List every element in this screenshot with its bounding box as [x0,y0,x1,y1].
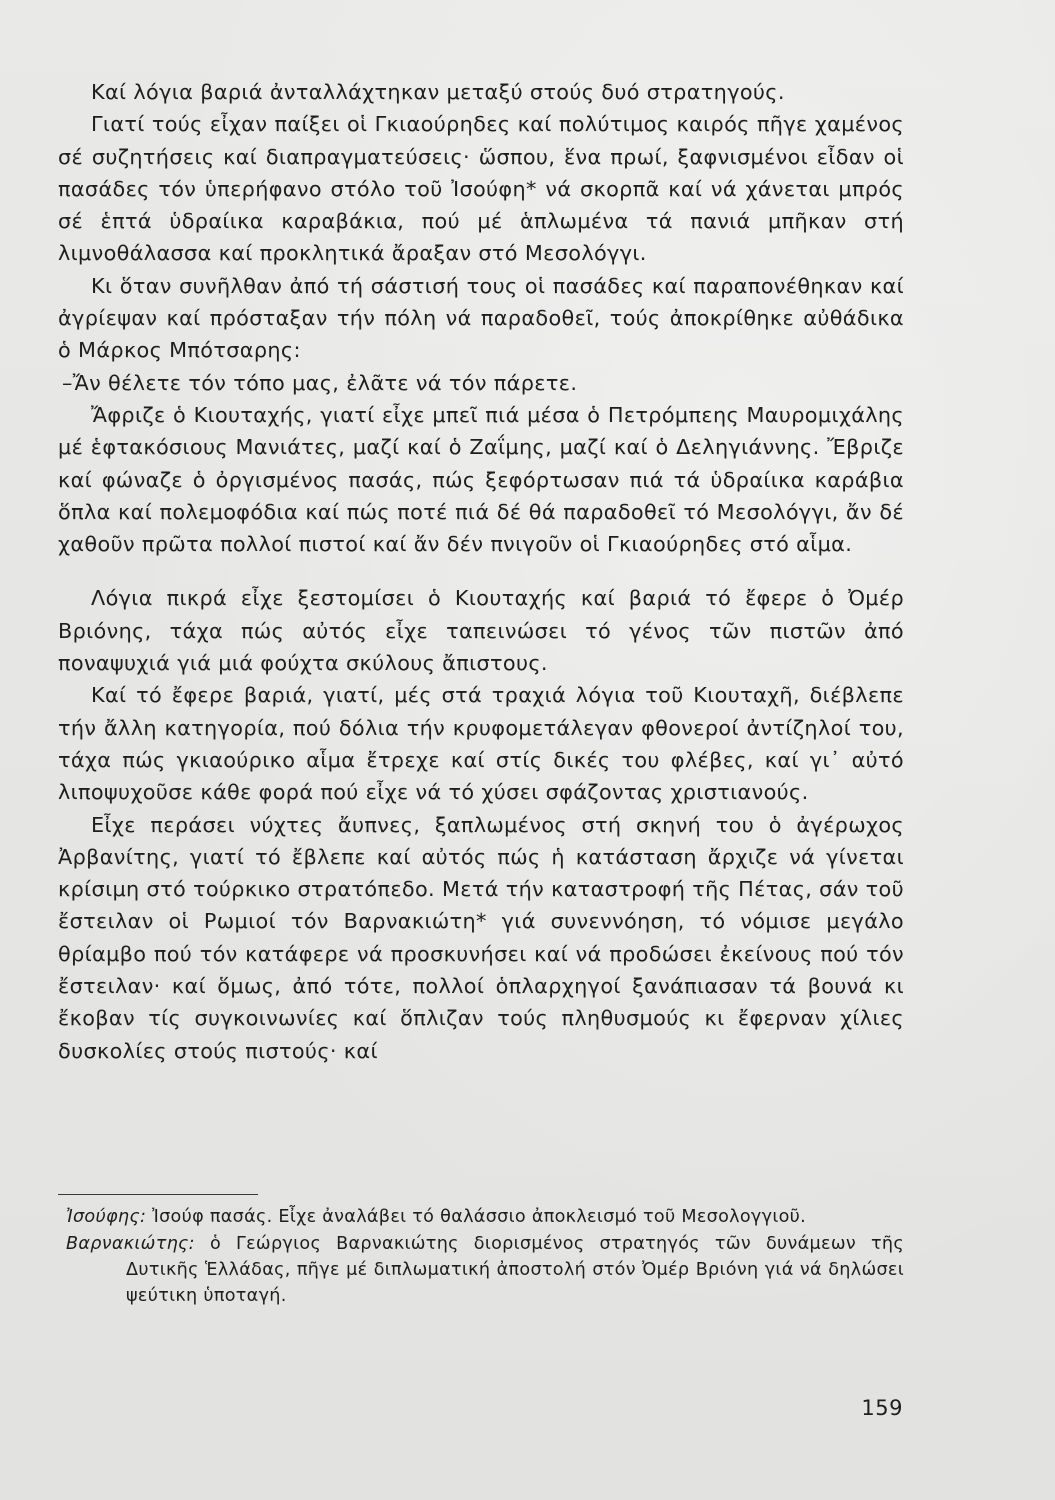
footnote-term: Βαρνακιώτης: [66,1234,195,1254]
dialogue-line: –Ἄν θέλετε τόν τόπο μας, ἐλᾶτε νά τόν πάρετε. [62,370,578,395]
footnote-text: Ἰσούφ πασάς. Εἶχε ἀναλάβει τό θαλάσσιο ἀποκλεισμό τοῦ Μεσολογγιοῦ. [152,1207,807,1227]
paragraph: Κι ὅταν συνῆλθαν ἀπό τή σάστισή τους οἱ πασάδες καί παραπονέθηκαν καί ἀγρίεψαν καί πρόσταξαν τήν πόλη νά παραδοθεῖ, τούς ἀποκρίθηκε αὐθάδικα ὁ Μάρκος Μπότσαρης: [58,273,904,363]
footnote-divider [58,1194,258,1195]
paragraph: Ἄφριζε ὁ Κιουταχής, γιατί εἶχε μπεῖ πιά μέσα ὁ Πετρόμπεης Μαυρομιχάλης μέ ἑφτακόσιους Μανιάτες, μαζί καί ὁ Ζαΐμης, μαζί καί ὁ Δεληγιάννης. Ἔβριζε καί φώναζε ὁ ὀργισμένος πασάς, πώς ξεφόρτωσαν πιά τά ὑδραίικα καράβια ὅπλα καί πολεμοφόδια καί πώς ποτέ πιά δέ θά παραδοθεῖ τό Μεσολόγγι, ἄν δέ χαθοῦν πρῶτα πολλοί πιστοί καί ἄν δέν πνιγοῦν οἱ Γκιαούρηδες στό αἷμα. [58,402,904,557]
paragraph: Καί τό ἔφερε βαριά, γιατί, μές στά τραχιά λόγια τοῦ Κιουταχῆ, διέβλεπε τήν ἄλλη κατηγορία, πού δόλια τήν κρυφομετάλεγαν φθονεροί ἀντίζηλοί του, τάχα πώς γκιαούρικο αἷμα ἔτρεχε καί στίς δικές του φλέβες, καί γι᾽ αὐτό λιποψυχοῦσε κάθε φορά πού εἶχε νά τό χύσει σφάζοντας χριστιανούς. [58,683,904,805]
paragraph: Εἶχε περάσει νύχτες ἄυπνες, ξαπλωμένος στή σκηνή του ὁ ἀγέρωχος Ἀρβανίτης, γιατί τό ἔβλεπε καί αὐτός πώς ἡ κατάσταση ἄρχιζε νά γίνεται κρίσιμη στό τούρκικο στρατόπεδο. Μετά τήν καταστροφή τῆς Πέτας, σάν τοῦ ἔστειλαν οἱ Ρωμιοί τόν Βαρνακιώτη* γιά συνεννόηση, τό νόμισε μεγάλο θρίαμβο πού τόν κατάφερε νά προσκυνήσει καί νά προδώσει ἐκείνους πού τόν ἔστειλαν· καί ὅμως, ἀπό τότε, πολλοί ὁπλαρχηγοί ξανάπιασαν τά βουνά κι ἔκοβαν τίς συγκοινωνίες καί ὅπλιζαν τούς πληθυσμούς κι ἔφερναν χίλιες δυσκολίες στούς πιστούς· καί [58,812,905,1063]
main-text [58,76,904,1067]
footnote-isoufis [58,1204,904,1230]
paragraph: Καί λόγια βαριά ἀνταλλάχτηκαν μεταξύ στούς δυό στρατηγούς. [91,80,785,104]
paragraph: Γιατί τούς εἶχαν παίξει οἱ Γκιαούρηδες καί πολύτιμος καιρός πῆγε χαμένος σέ συζητήσεις καί διαπραγματεύσεις· ὥσπου, ἕνα πρωί, ξαφνισμένοι εἶδαν οἱ πασάδες τόν ὑπερήφανο στόλο τοῦ Ἰσούφη* νά σκορπᾶ καί νά χάνεται μπρός σέ ἑπτά ὑδραίικα καραβάκια, πού μέ ἁπλωμένα τά πανιά μπῆκαν στή λιμνοθάλασσα καί προκλητικά ἄραξαν στό Μεσολόγγι. [58,112,904,266]
paragraph: Λόγια πικρά εἶχε ξεστομίσει ὁ Κιουταχής καί βαριά τό ἔφερε ὁ Ὀμέρ Βριόνης, τάχα πώς αὐτός εἶχε ταπεινώσει τό γένος τῶν πιστῶν ἀπό ποναψυχιά γιά μιά φούχτα σκύλους ἄπιστους. [58,586,904,676]
footnote-text: ὁ Γεώργιος Βαρνακιώτης διορισμένος στρατηγός τῶν δυνάμεων τῆς Δυτικῆς Ἑλλάδας, πῆγε μέ διπλωματική ἀποστολή στόν Ὀμέρ Βριόνη γιά νά δηλώσει ψεύτικη ὑποταγή. [126,1234,904,1306]
footnote-term: Ἰσούφης: [66,1207,147,1227]
footnotes [58,1204,904,1310]
footnote-varnakiotis [58,1231,904,1309]
page-number: 159 [861,1396,903,1420]
